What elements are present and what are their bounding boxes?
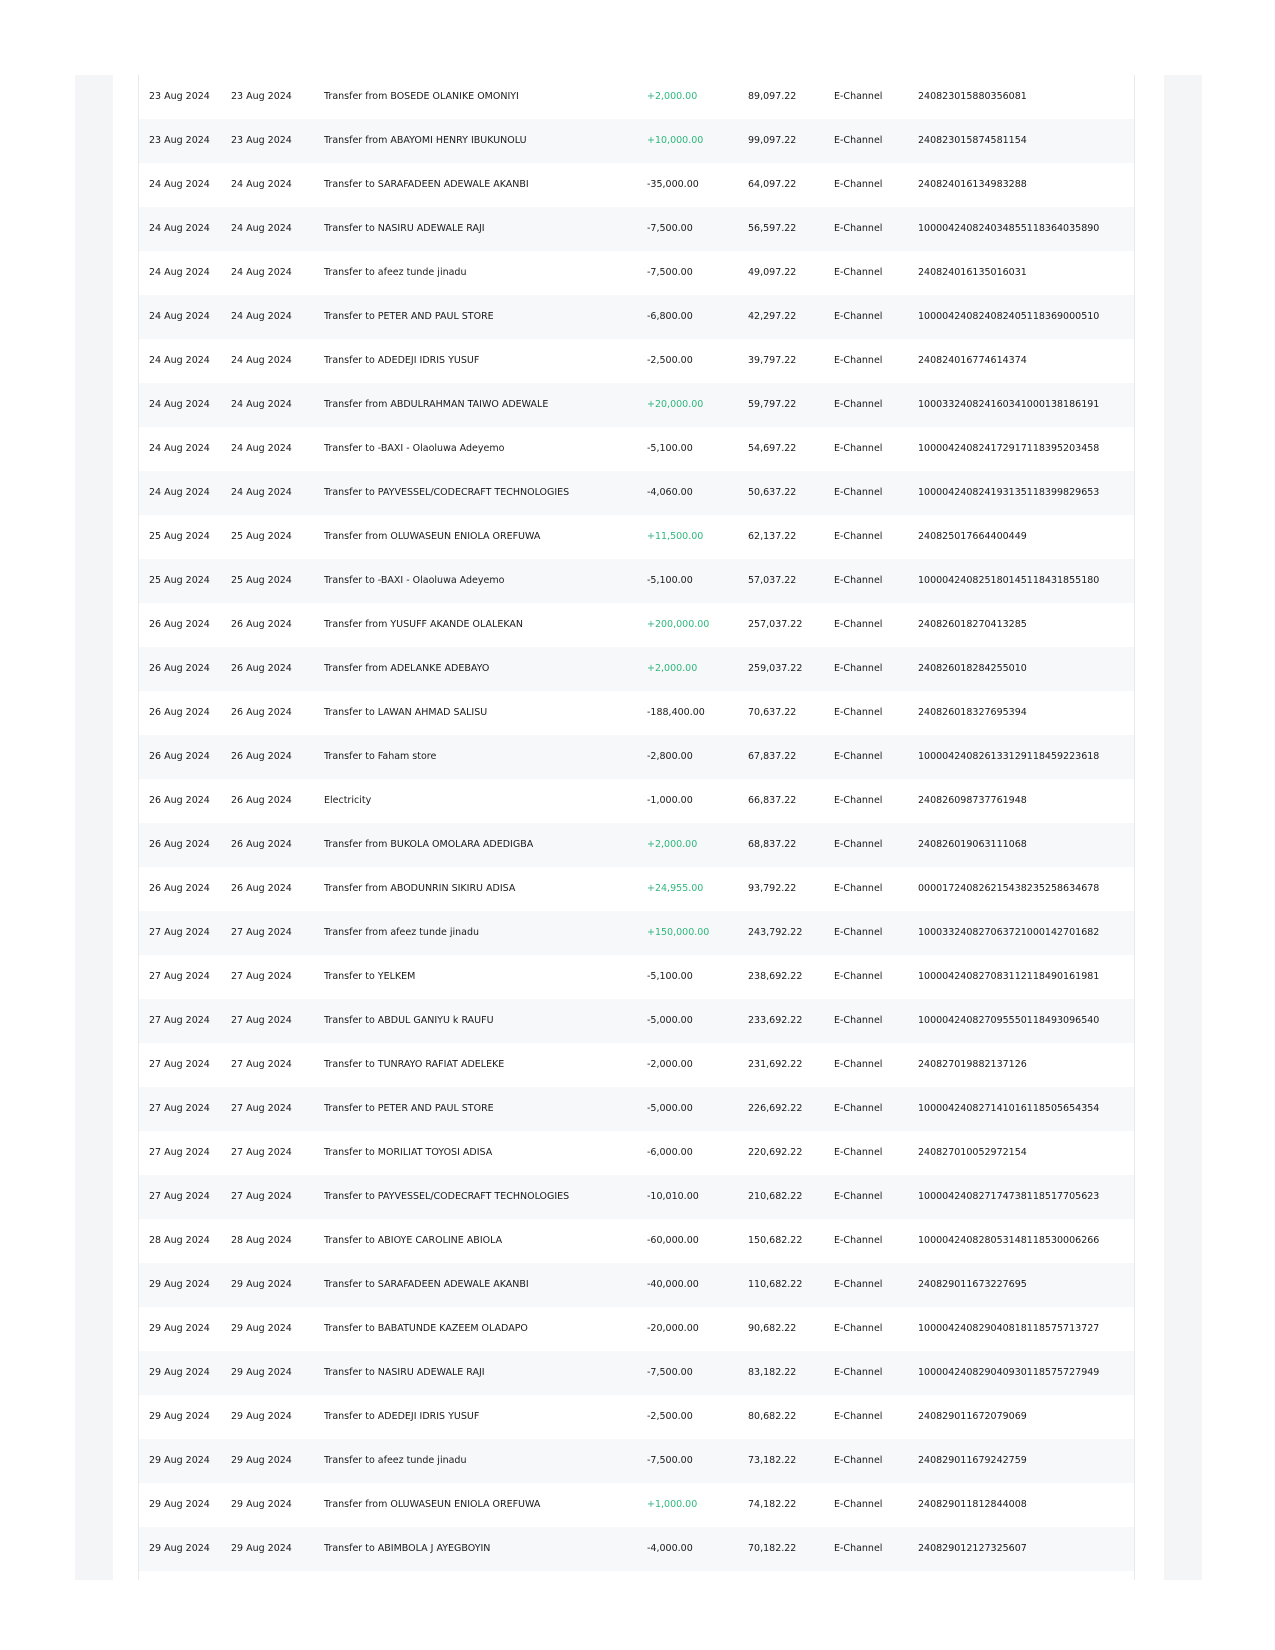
- transaction-channel: E-Channel: [834, 1103, 883, 1114]
- transaction-description: Transfer to ADEDEJI IDRIS YUSUF: [324, 1411, 480, 1422]
- transaction-date: 24 Aug 2024: [149, 355, 210, 366]
- running-balance: 50,637.22: [748, 487, 797, 498]
- value-date: 29 Aug 2024: [231, 1455, 292, 1466]
- transaction-description: Transfer from OLUWASEUN ENIOLA OREFUWA: [324, 1499, 541, 1510]
- transaction-description: Transfer to SARAFADEEN ADEWALE AKANBI: [324, 1279, 529, 1290]
- transaction-date: 24 Aug 2024: [149, 311, 210, 322]
- transaction-amount: -35,000.00: [647, 179, 699, 190]
- transaction-channel: E-Channel: [834, 179, 883, 190]
- transaction-amount: -5,000.00: [647, 1103, 693, 1114]
- transaction-amount: -7,500.00: [647, 1455, 693, 1466]
- running-balance: 259,037.22: [748, 663, 803, 674]
- transaction-date: 27 Aug 2024: [149, 1191, 210, 1202]
- running-balance: 62,137.22: [748, 531, 797, 542]
- transaction-reference: 240829012127325607: [918, 1543, 1027, 1554]
- transaction-amount: -7,500.00: [647, 1367, 693, 1378]
- transaction-date: 24 Aug 2024: [149, 267, 210, 278]
- running-balance: 220,692.22: [748, 1147, 803, 1158]
- transaction-channel: E-Channel: [834, 575, 883, 586]
- transaction-date: 24 Aug 2024: [149, 179, 210, 190]
- transaction-amount: +2,000.00: [647, 91, 698, 102]
- value-date: 24 Aug 2024: [231, 355, 292, 366]
- transaction-reference: 000017240826215438235258634678: [918, 883, 1100, 894]
- transaction-description: Transfer from ABAYOMI HENRY IBUKUNOLU: [324, 135, 527, 146]
- value-date: 27 Aug 2024: [231, 1059, 292, 1070]
- transaction-channel: E-Channel: [834, 927, 883, 938]
- table-row: [139, 735, 1134, 779]
- running-balance: 67,837.22: [748, 751, 797, 762]
- table-row: [139, 383, 1134, 427]
- transaction-description: Transfer to PAYVESSEL/CODECRAFT TECHNOLOGIES: [324, 1191, 570, 1202]
- transaction-channel: E-Channel: [834, 223, 883, 234]
- running-balance: 233,692.22: [748, 1015, 803, 1026]
- table-row: [139, 999, 1134, 1043]
- running-balance: 59,797.22: [748, 399, 797, 410]
- transaction-date: 29 Aug 2024: [149, 1411, 210, 1422]
- transaction-date: 29 Aug 2024: [149, 1367, 210, 1378]
- transaction-channel: E-Channel: [834, 267, 883, 278]
- transaction-reference: 240823015880356081: [918, 91, 1027, 102]
- transaction-channel: E-Channel: [834, 707, 883, 718]
- table-row: [139, 1043, 1134, 1087]
- transaction-channel: E-Channel: [834, 311, 883, 322]
- transaction-description: Transfer to ABDUL GANIYU k RAUFU: [324, 1015, 494, 1026]
- transaction-channel: E-Channel: [834, 1499, 883, 1510]
- running-balance: 238,692.22: [748, 971, 803, 982]
- table-row: [139, 647, 1134, 691]
- transaction-amount: -2,800.00: [647, 751, 693, 762]
- transaction-reference: 100004240825180145118431855180: [918, 575, 1100, 586]
- transaction-channel: E-Channel: [834, 1059, 883, 1070]
- table-row: [139, 339, 1134, 383]
- running-balance: 243,792.22: [748, 927, 803, 938]
- transaction-amount: -188,400.00: [647, 707, 705, 718]
- table-row: [139, 867, 1134, 911]
- transaction-reference: 100004240828053148118530006266: [918, 1235, 1100, 1246]
- running-balance: 56,597.22: [748, 223, 797, 234]
- transaction-reference: 100004240824082405118369000510: [918, 311, 1100, 322]
- transaction-date: 27 Aug 2024: [149, 971, 210, 982]
- transaction-description: Transfer to PETER AND PAUL STORE: [324, 1103, 494, 1114]
- transaction-reference: 100004240826133129118459223618: [918, 751, 1100, 762]
- transaction-reference: 240829011679242759: [918, 1455, 1027, 1466]
- table-row: [139, 1395, 1134, 1439]
- running-balance: 73,182.22: [748, 1455, 797, 1466]
- transaction-date: 29 Aug 2024: [149, 1455, 210, 1466]
- transaction-description: Electricity: [324, 795, 372, 806]
- transaction-description: Transfer to YELKEM: [324, 971, 416, 982]
- running-balance: 99,097.22: [748, 135, 797, 146]
- transaction-description: Transfer to SARAFADEEN ADEWALE AKANBI: [324, 179, 529, 190]
- transaction-description: Transfer to -BAXI - Olaoluwa Adeyemo: [324, 575, 505, 586]
- value-date: 24 Aug 2024: [231, 223, 292, 234]
- transaction-amount: -5,000.00: [647, 1015, 693, 1026]
- transaction-reference: 100033240824160341000138186191: [918, 399, 1100, 410]
- value-date: 27 Aug 2024: [231, 971, 292, 982]
- running-balance: 68,837.22: [748, 839, 797, 850]
- transaction-description: Transfer from ABODUNRIN SIKIRU ADISA: [324, 883, 516, 894]
- transaction-reference: 240826019063111068: [918, 839, 1027, 850]
- value-date: 26 Aug 2024: [231, 795, 292, 806]
- transaction-channel: E-Channel: [834, 663, 883, 674]
- transaction-reference: 240824016135016031: [918, 267, 1027, 278]
- transaction-description: Transfer to BABATUNDE KAZEEM OLADAPO: [324, 1323, 528, 1334]
- value-date: 29 Aug 2024: [231, 1543, 292, 1554]
- table-row: [139, 1263, 1134, 1307]
- transaction-reference: 240825017664400449: [918, 531, 1027, 542]
- transaction-amount: -1,000.00: [647, 795, 693, 806]
- transaction-channel: E-Channel: [834, 795, 883, 806]
- table-row: [139, 1087, 1134, 1131]
- value-date: 26 Aug 2024: [231, 883, 292, 894]
- transaction-description: Transfer to NASIRU ADEWALE RAJI: [324, 1367, 485, 1378]
- transaction-date: 29 Aug 2024: [149, 1499, 210, 1510]
- transaction-amount: +10,000.00: [647, 135, 704, 146]
- transaction-date: 26 Aug 2024: [149, 707, 210, 718]
- table-row: [139, 119, 1134, 163]
- transaction-date: 27 Aug 2024: [149, 927, 210, 938]
- value-date: 26 Aug 2024: [231, 619, 292, 630]
- left-page-gutter: [75, 75, 113, 1580]
- transaction-channel: E-Channel: [834, 1367, 883, 1378]
- transaction-amount: +2,000.00: [647, 839, 698, 850]
- transaction-amount: +1,000.00: [647, 1499, 698, 1510]
- transaction-amount: -7,500.00: [647, 267, 693, 278]
- table-row: [139, 1131, 1134, 1175]
- transaction-reference: 240827019882137126: [918, 1059, 1027, 1070]
- table-row: [139, 603, 1134, 647]
- value-date: 29 Aug 2024: [231, 1367, 292, 1378]
- value-date: 23 Aug 2024: [231, 135, 292, 146]
- transaction-amount: -2,000.00: [647, 1059, 693, 1070]
- transaction-amount: +24,955.00: [647, 883, 704, 894]
- running-balance: 70,637.22: [748, 707, 797, 718]
- transaction-date: 27 Aug 2024: [149, 1103, 210, 1114]
- value-date: 24 Aug 2024: [231, 179, 292, 190]
- running-balance: 110,682.22: [748, 1279, 803, 1290]
- transaction-channel: E-Channel: [834, 1455, 883, 1466]
- running-balance: 80,682.22: [748, 1411, 797, 1422]
- transactions-body: [139, 75, 1134, 1571]
- transaction-reference: 100004240827141016118505654354: [918, 1103, 1100, 1114]
- table-row: [139, 515, 1134, 559]
- transaction-reference: 240826018327695394: [918, 707, 1027, 718]
- transaction-reference: 240824016134983288: [918, 179, 1027, 190]
- table-row: [139, 779, 1134, 823]
- running-balance: 42,297.22: [748, 311, 797, 322]
- value-date: 29 Aug 2024: [231, 1411, 292, 1422]
- transaction-reference: 100004240824172917118395203458: [918, 443, 1100, 454]
- transaction-channel: E-Channel: [834, 531, 883, 542]
- transaction-reference: 100004240827174738118517705623: [918, 1191, 1100, 1202]
- transaction-amount: -6,800.00: [647, 311, 693, 322]
- transaction-description: Transfer to TUNRAYO RAFIAT ADELEKE: [324, 1059, 505, 1070]
- value-date: 27 Aug 2024: [231, 1015, 292, 1026]
- transaction-channel: E-Channel: [834, 443, 883, 454]
- running-balance: 39,797.22: [748, 355, 797, 366]
- running-balance: 90,682.22: [748, 1323, 797, 1334]
- transaction-description: Transfer from BUKOLA OMOLARA ADEDIGBA: [324, 839, 534, 850]
- transaction-amount: -10,010.00: [647, 1191, 699, 1202]
- table-row: [139, 1527, 1134, 1571]
- table-row: [139, 1219, 1134, 1263]
- table-row: [139, 471, 1134, 515]
- transaction-date: 27 Aug 2024: [149, 1059, 210, 1070]
- running-balance: 83,182.22: [748, 1367, 797, 1378]
- transaction-date: 29 Aug 2024: [149, 1543, 210, 1554]
- transaction-description: Transfer from YUSUFF AKANDE OLALEKAN: [324, 619, 523, 630]
- table-row: [139, 691, 1134, 735]
- transaction-description: Transfer to ABIOYE CAROLINE ABIOLA: [324, 1235, 503, 1246]
- table-row: [139, 911, 1134, 955]
- value-date: 25 Aug 2024: [231, 575, 292, 586]
- transaction-reference: 240829011672079069: [918, 1411, 1027, 1422]
- value-date: 29 Aug 2024: [231, 1279, 292, 1290]
- transaction-date: 26 Aug 2024: [149, 883, 210, 894]
- value-date: 27 Aug 2024: [231, 1103, 292, 1114]
- transaction-channel: E-Channel: [834, 487, 883, 498]
- running-balance: 49,097.22: [748, 267, 797, 278]
- table-row: [139, 1351, 1134, 1395]
- running-balance: 150,682.22: [748, 1235, 803, 1246]
- transaction-channel: E-Channel: [834, 883, 883, 894]
- value-date: 24 Aug 2024: [231, 443, 292, 454]
- transaction-amount: +20,000.00: [647, 399, 704, 410]
- transaction-reference: 100033240827063721000142701682: [918, 927, 1100, 938]
- transaction-amount: -7,500.00: [647, 223, 693, 234]
- transaction-channel: E-Channel: [834, 1191, 883, 1202]
- transaction-reference: 100004240824034855118364035890: [918, 223, 1100, 234]
- value-date: 26 Aug 2024: [231, 663, 292, 674]
- transaction-reference: 240829011673227695: [918, 1279, 1027, 1290]
- running-balance: 54,697.22: [748, 443, 797, 454]
- value-date: 24 Aug 2024: [231, 311, 292, 322]
- transaction-description: Transfer from ABDULRAHMAN TAIWO ADEWALE: [324, 399, 549, 410]
- running-balance: 89,097.22: [748, 91, 797, 102]
- table-row: [139, 1175, 1134, 1219]
- value-date: 27 Aug 2024: [231, 1191, 292, 1202]
- transaction-amount: -6,000.00: [647, 1147, 693, 1158]
- transaction-description: Transfer from afeez tunde jinadu: [324, 927, 480, 938]
- transaction-description: Transfer to PETER AND PAUL STORE: [324, 311, 494, 322]
- transaction-description: Transfer to afeez tunde jinadu: [324, 1455, 467, 1466]
- table-row: [139, 1483, 1134, 1527]
- transaction-date: 26 Aug 2024: [149, 663, 210, 674]
- transaction-channel: E-Channel: [834, 91, 883, 102]
- transaction-reference: 240826018284255010: [918, 663, 1027, 674]
- running-balance: 257,037.22: [748, 619, 803, 630]
- transaction-amount: -4,000.00: [647, 1543, 693, 1554]
- transaction-amount: -2,500.00: [647, 355, 693, 366]
- transaction-channel: E-Channel: [834, 355, 883, 366]
- value-date: 28 Aug 2024: [231, 1235, 292, 1246]
- transaction-amount: +150,000.00: [647, 927, 710, 938]
- transaction-date: 25 Aug 2024: [149, 531, 210, 542]
- transaction-reference: 240823015874581154: [918, 135, 1027, 146]
- transaction-reference: 240829011812844008: [918, 1499, 1027, 1510]
- transaction-description: Transfer to ADEDEJI IDRIS YUSUF: [324, 355, 480, 366]
- value-date: 29 Aug 2024: [231, 1323, 292, 1334]
- transactions-table: [139, 75, 1134, 1571]
- transaction-channel: E-Channel: [834, 1543, 883, 1554]
- right-page-gutter: [1164, 75, 1202, 1580]
- transaction-description: Transfer to ABIMBOLA J AYEGBOYIN: [324, 1543, 491, 1554]
- transaction-reference: 100004240827095550118493096540: [918, 1015, 1100, 1026]
- table-row: [139, 955, 1134, 999]
- statement-page: [138, 75, 1135, 1580]
- running-balance: 210,682.22: [748, 1191, 803, 1202]
- transaction-date: 25 Aug 2024: [149, 575, 210, 586]
- transaction-date: 24 Aug 2024: [149, 487, 210, 498]
- transaction-description: Transfer to Faham store: [324, 751, 437, 762]
- transaction-description: Transfer to PAYVESSEL/CODECRAFT TECHNOLOGIES: [324, 487, 570, 498]
- transaction-reference: 100004240829040818118575713727: [918, 1323, 1100, 1334]
- transaction-amount: -40,000.00: [647, 1279, 699, 1290]
- transaction-reference: 100004240824193135118399829653: [918, 487, 1100, 498]
- table-row: [139, 427, 1134, 471]
- running-balance: 66,837.22: [748, 795, 797, 806]
- running-balance: 57,037.22: [748, 575, 797, 586]
- transaction-channel: E-Channel: [834, 751, 883, 762]
- transaction-channel: E-Channel: [834, 1411, 883, 1422]
- transaction-description: Transfer from OLUWASEUN ENIOLA OREFUWA: [324, 531, 541, 542]
- table-row: [139, 1439, 1134, 1483]
- transaction-reference: 240824016774614374: [918, 355, 1027, 366]
- transaction-amount: -20,000.00: [647, 1323, 699, 1334]
- table-row: [139, 295, 1134, 339]
- transaction-amount: -2,500.00: [647, 1411, 693, 1422]
- value-date: 23 Aug 2024: [231, 91, 292, 102]
- value-date: 24 Aug 2024: [231, 267, 292, 278]
- running-balance: 226,692.22: [748, 1103, 803, 1114]
- transaction-reference: 240827010052972154: [918, 1147, 1027, 1158]
- table-row: [139, 75, 1134, 119]
- transaction-date: 26 Aug 2024: [149, 839, 210, 850]
- transaction-reference: 240826018270413285: [918, 619, 1027, 630]
- transaction-channel: E-Channel: [834, 1279, 883, 1290]
- transaction-amount: -5,100.00: [647, 971, 693, 982]
- value-date: 29 Aug 2024: [231, 1499, 292, 1510]
- transaction-amount: -5,100.00: [647, 443, 693, 454]
- transaction-amount: +200,000.00: [647, 619, 710, 630]
- transaction-date: 28 Aug 2024: [149, 1235, 210, 1246]
- value-date: 27 Aug 2024: [231, 927, 292, 938]
- transaction-date: 27 Aug 2024: [149, 1015, 210, 1026]
- transaction-date: 26 Aug 2024: [149, 619, 210, 630]
- transaction-reference: 100004240827083112118490161981: [918, 971, 1100, 982]
- running-balance: 231,692.22: [748, 1059, 803, 1070]
- transaction-channel: E-Channel: [834, 1147, 883, 1158]
- table-row: [139, 823, 1134, 867]
- transaction-description: Transfer from BOSEDE OLANIKE OMONIYI: [324, 91, 519, 102]
- transaction-channel: E-Channel: [834, 1235, 883, 1246]
- transaction-date: 29 Aug 2024: [149, 1323, 210, 1334]
- transaction-description: Transfer to MORILIAT TOYOSI ADISA: [324, 1147, 493, 1158]
- transaction-channel: E-Channel: [834, 399, 883, 410]
- table-row: [139, 251, 1134, 295]
- transaction-amount: -5,100.00: [647, 575, 693, 586]
- transaction-description: Transfer to LAWAN AHMAD SALISU: [324, 707, 488, 718]
- transaction-channel: E-Channel: [834, 619, 883, 630]
- table-row: [139, 207, 1134, 251]
- running-balance: 74,182.22: [748, 1499, 797, 1510]
- transaction-reference: 100004240829040930118575727949: [918, 1367, 1100, 1378]
- value-date: 26 Aug 2024: [231, 751, 292, 762]
- table-row: [139, 1307, 1134, 1351]
- transaction-description: Transfer from ADELANKE ADEBAYO: [324, 663, 490, 674]
- transaction-channel: E-Channel: [834, 1015, 883, 1026]
- transaction-amount: -4,060.00: [647, 487, 693, 498]
- transaction-date: 27 Aug 2024: [149, 1147, 210, 1158]
- value-date: 24 Aug 2024: [231, 399, 292, 410]
- value-date: 27 Aug 2024: [231, 1147, 292, 1158]
- transaction-date: 29 Aug 2024: [149, 1279, 210, 1290]
- running-balance: 64,097.22: [748, 179, 797, 190]
- transaction-channel: E-Channel: [834, 1323, 883, 1334]
- transaction-reference: 240826098737761948: [918, 795, 1027, 806]
- transaction-date: 23 Aug 2024: [149, 91, 210, 102]
- transaction-description: Transfer to -BAXI - Olaoluwa Adeyemo: [324, 443, 505, 454]
- transaction-amount: -60,000.00: [647, 1235, 699, 1246]
- transaction-date: 24 Aug 2024: [149, 399, 210, 410]
- transaction-date: 24 Aug 2024: [149, 223, 210, 234]
- running-balance: 93,792.22: [748, 883, 797, 894]
- table-row: [139, 163, 1134, 207]
- transaction-date: 24 Aug 2024: [149, 443, 210, 454]
- transaction-channel: E-Channel: [834, 971, 883, 982]
- transaction-date: 23 Aug 2024: [149, 135, 210, 146]
- value-date: 25 Aug 2024: [231, 531, 292, 542]
- transaction-date: 26 Aug 2024: [149, 795, 210, 806]
- table-row: [139, 559, 1134, 603]
- value-date: 24 Aug 2024: [231, 487, 292, 498]
- value-date: 26 Aug 2024: [231, 707, 292, 718]
- running-balance: 70,182.22: [748, 1543, 797, 1554]
- transaction-channel: E-Channel: [834, 135, 883, 146]
- transaction-channel: E-Channel: [834, 839, 883, 850]
- transaction-description: Transfer to afeez tunde jinadu: [324, 267, 467, 278]
- transaction-amount: +2,000.00: [647, 663, 698, 674]
- transaction-description: Transfer to NASIRU ADEWALE RAJI: [324, 223, 485, 234]
- value-date: 26 Aug 2024: [231, 839, 292, 850]
- transaction-amount: +11,500.00: [647, 531, 704, 542]
- transaction-date: 26 Aug 2024: [149, 751, 210, 762]
